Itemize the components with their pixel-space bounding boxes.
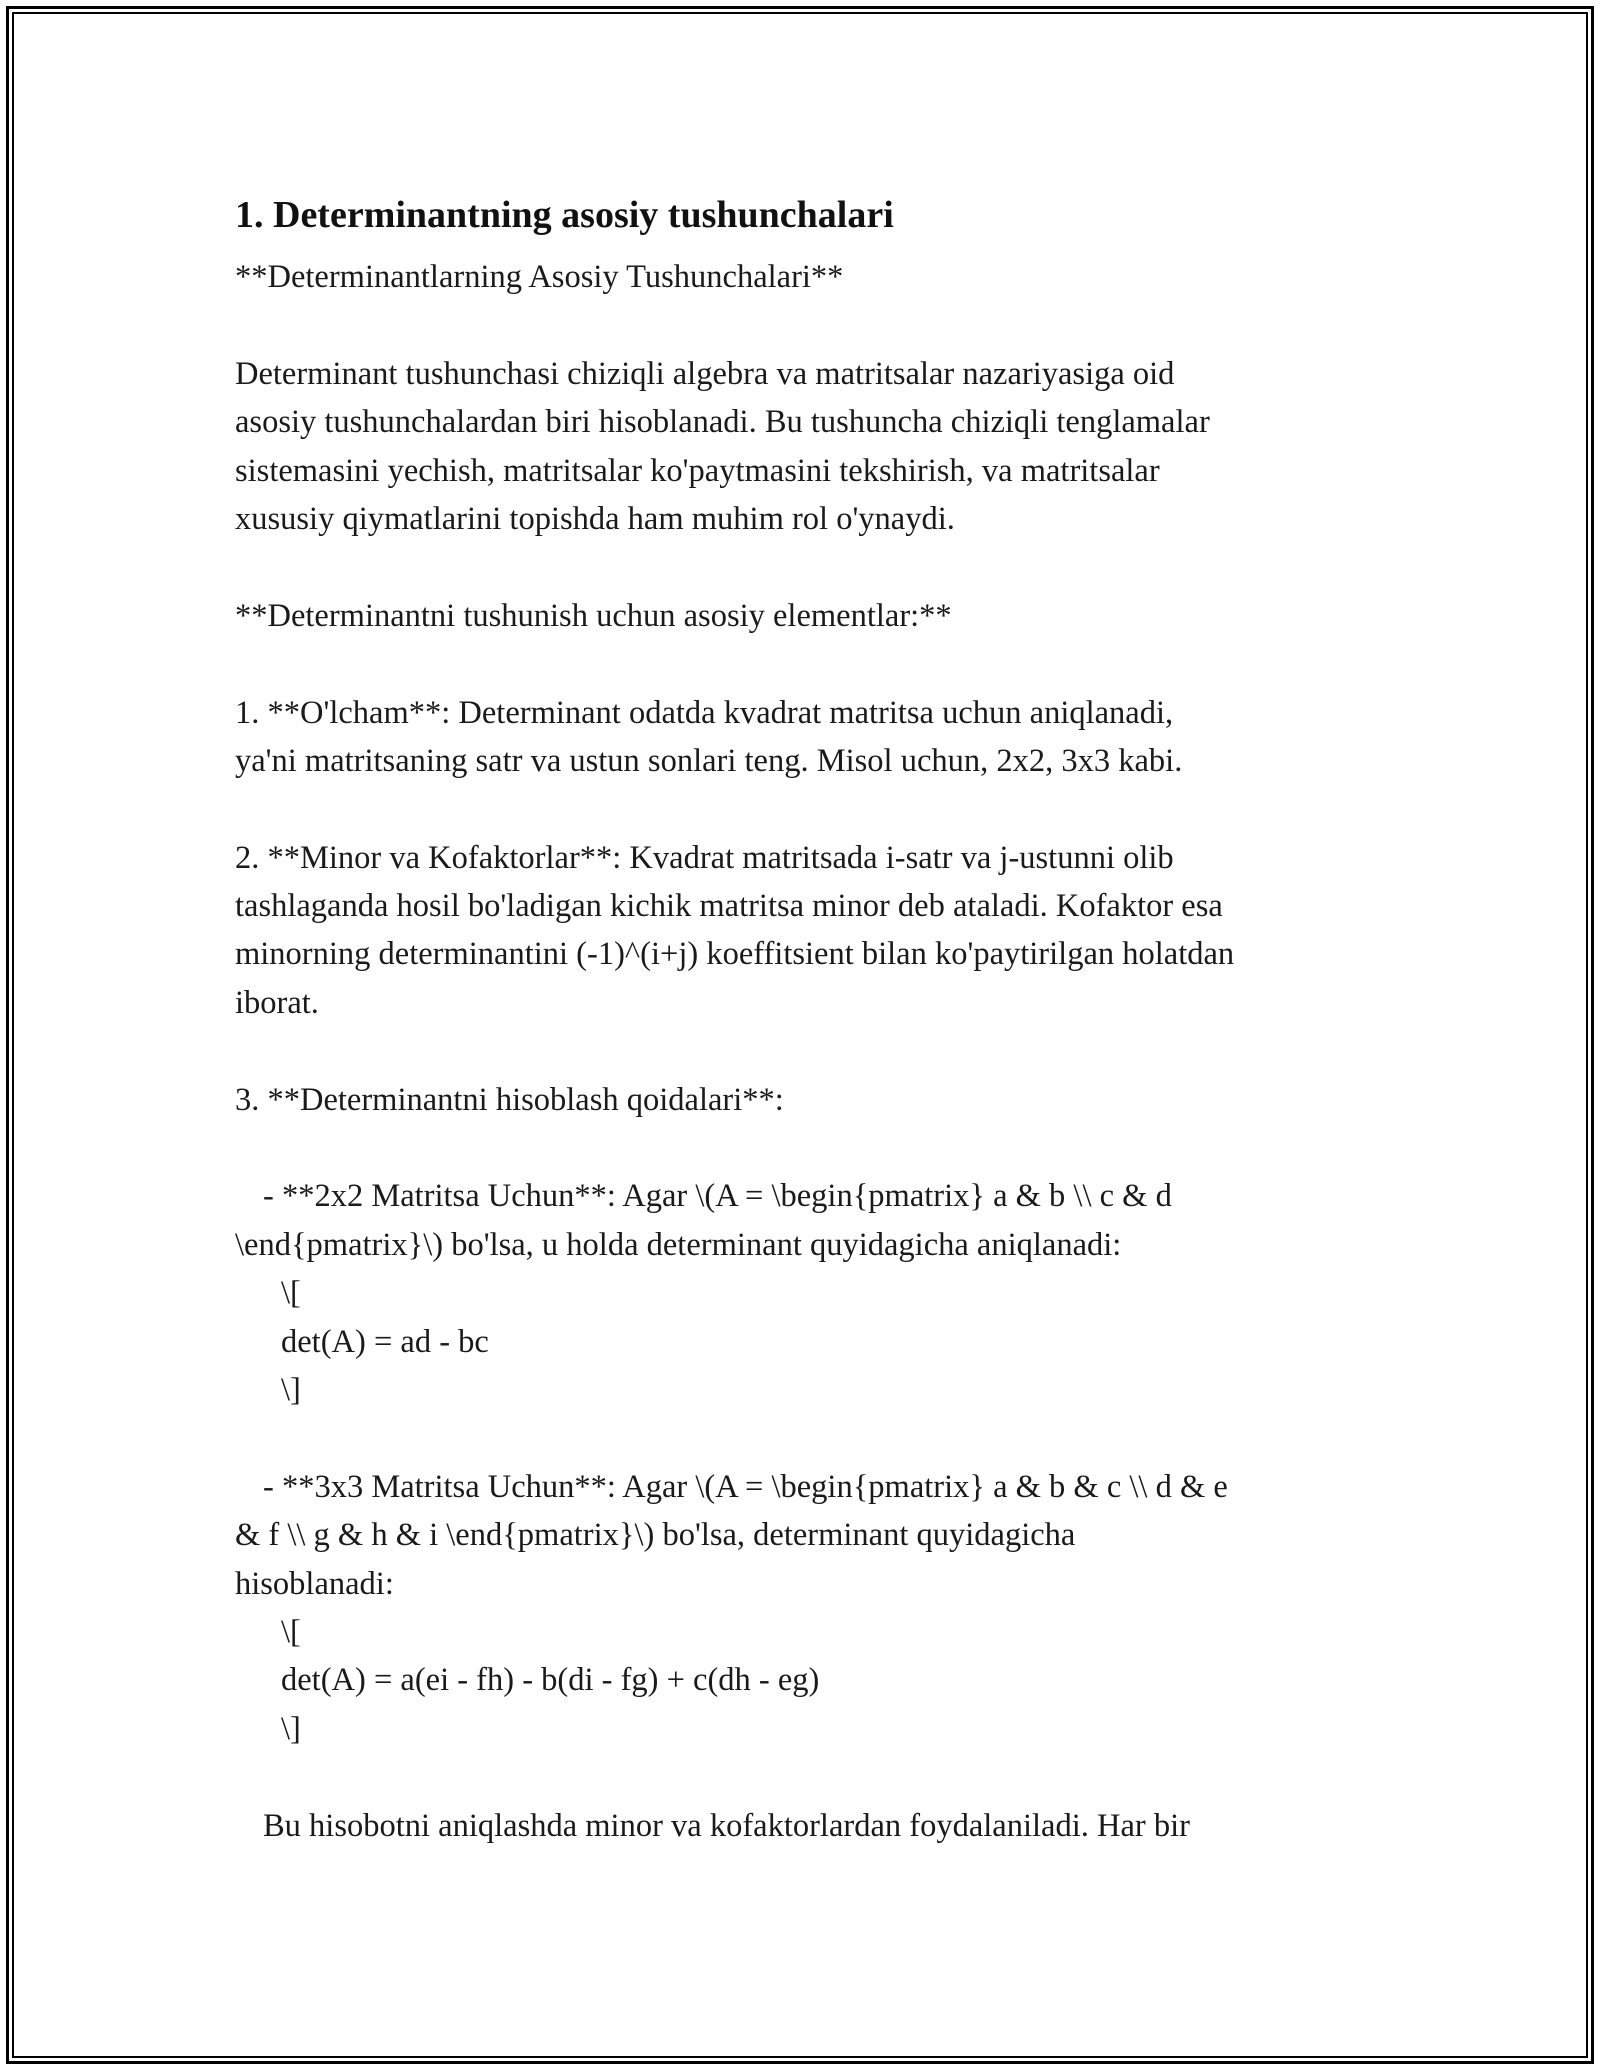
text-line: \] — [281, 1371, 301, 1408]
text-line: & f \\ g & h & i \end{pmatrix}\) bo'lsa, determinant quyidagicha — [235, 1517, 1076, 1554]
text-line: **Determinantni tushunish uchun asosiy elementlar:** — [235, 597, 952, 634]
text-line: \[ — [281, 1275, 301, 1312]
document-body — [235, 253, 1375, 1850]
text-line: 2. **Minor va Kofaktorlar**: Kvadrat matritsada i-satr va j-ustunni olib — [235, 839, 1174, 876]
text-line: iborat. — [235, 984, 319, 1021]
blank-line — [235, 301, 1375, 349]
blank-line — [235, 1753, 1375, 1801]
text-line: xususiy qiymatlarini topishda ham muhim rol o'ynaydi. — [235, 500, 955, 537]
text-line: \end{pmatrix}\) bo'lsa, u holda determinant quyidagicha aniqlanadi: — [235, 1226, 1122, 1263]
blank-line — [235, 543, 1375, 591]
document-page — [235, 185, 1375, 1850]
text-line: asosiy tushunchalardan biri hisoblanadi. Bu tushuncha chiziqli tenglamalar — [235, 404, 1210, 441]
text-line: minorning determinantini (-1)^(i+j) koeffitsient bilan ko'paytirilgan holatdan — [235, 936, 1235, 973]
text-line: 1. **O'lcham**: Determinant odatda kvadrat matritsa uchun aniqlanadi, — [235, 694, 1174, 731]
section-heading: 1. Determinantning asosiy tushunchalari — [235, 194, 894, 236]
text-line: \] — [281, 1710, 301, 1747]
text-line: \[ — [281, 1613, 301, 1650]
text-line: Determinant tushunchasi chiziqli algebra va matritsalar nazariyasiga oid — [235, 355, 1175, 392]
blank-line — [235, 640, 1375, 688]
blank-line — [235, 1124, 1375, 1172]
text-line: det(A) = ad - bc — [281, 1323, 489, 1360]
text-line: tashlaganda hosil bo'ladigan kichik matritsa minor deb ataladi. Kofaktor esa — [235, 888, 1223, 925]
text-line: ya'ni matritsaning satr va ustun sonlari teng. Misol uchun, 2x2, 3x3 kabi. — [235, 742, 1183, 779]
blank-line — [235, 1027, 1375, 1075]
text-line: hisoblanadi: — [235, 1565, 394, 1602]
text-line: **Determinantlarning Asosiy Tushunchalari** — [235, 259, 844, 295]
text-line: - **3x3 Matritsa Uchun**: Agar \(A = \begin{pmatrix} a & b & c \\ d & e — [263, 1468, 1228, 1505]
text-line: sistemasini yechish, matritsalar ko'paytmasini tekshirish, va matritsalar — [235, 452, 1160, 489]
blank-line — [235, 1414, 1375, 1462]
blank-line — [235, 785, 1375, 833]
text-line: det(A) = a(ei - fh) - b(di - fg) + c(dh - eg) — [281, 1662, 820, 1699]
text-line: Bu hisobotni aniqlashda minor va kofaktorlardan foydalaniladi. Har bir — [263, 1807, 1190, 1844]
text-line: - **2x2 Matritsa Uchun**: Agar \(A = \begin{pmatrix} a & b \\ c & d — [263, 1178, 1172, 1215]
text-line: 3. **Determinantni hisoblash qoidalari**: — [235, 1081, 784, 1118]
